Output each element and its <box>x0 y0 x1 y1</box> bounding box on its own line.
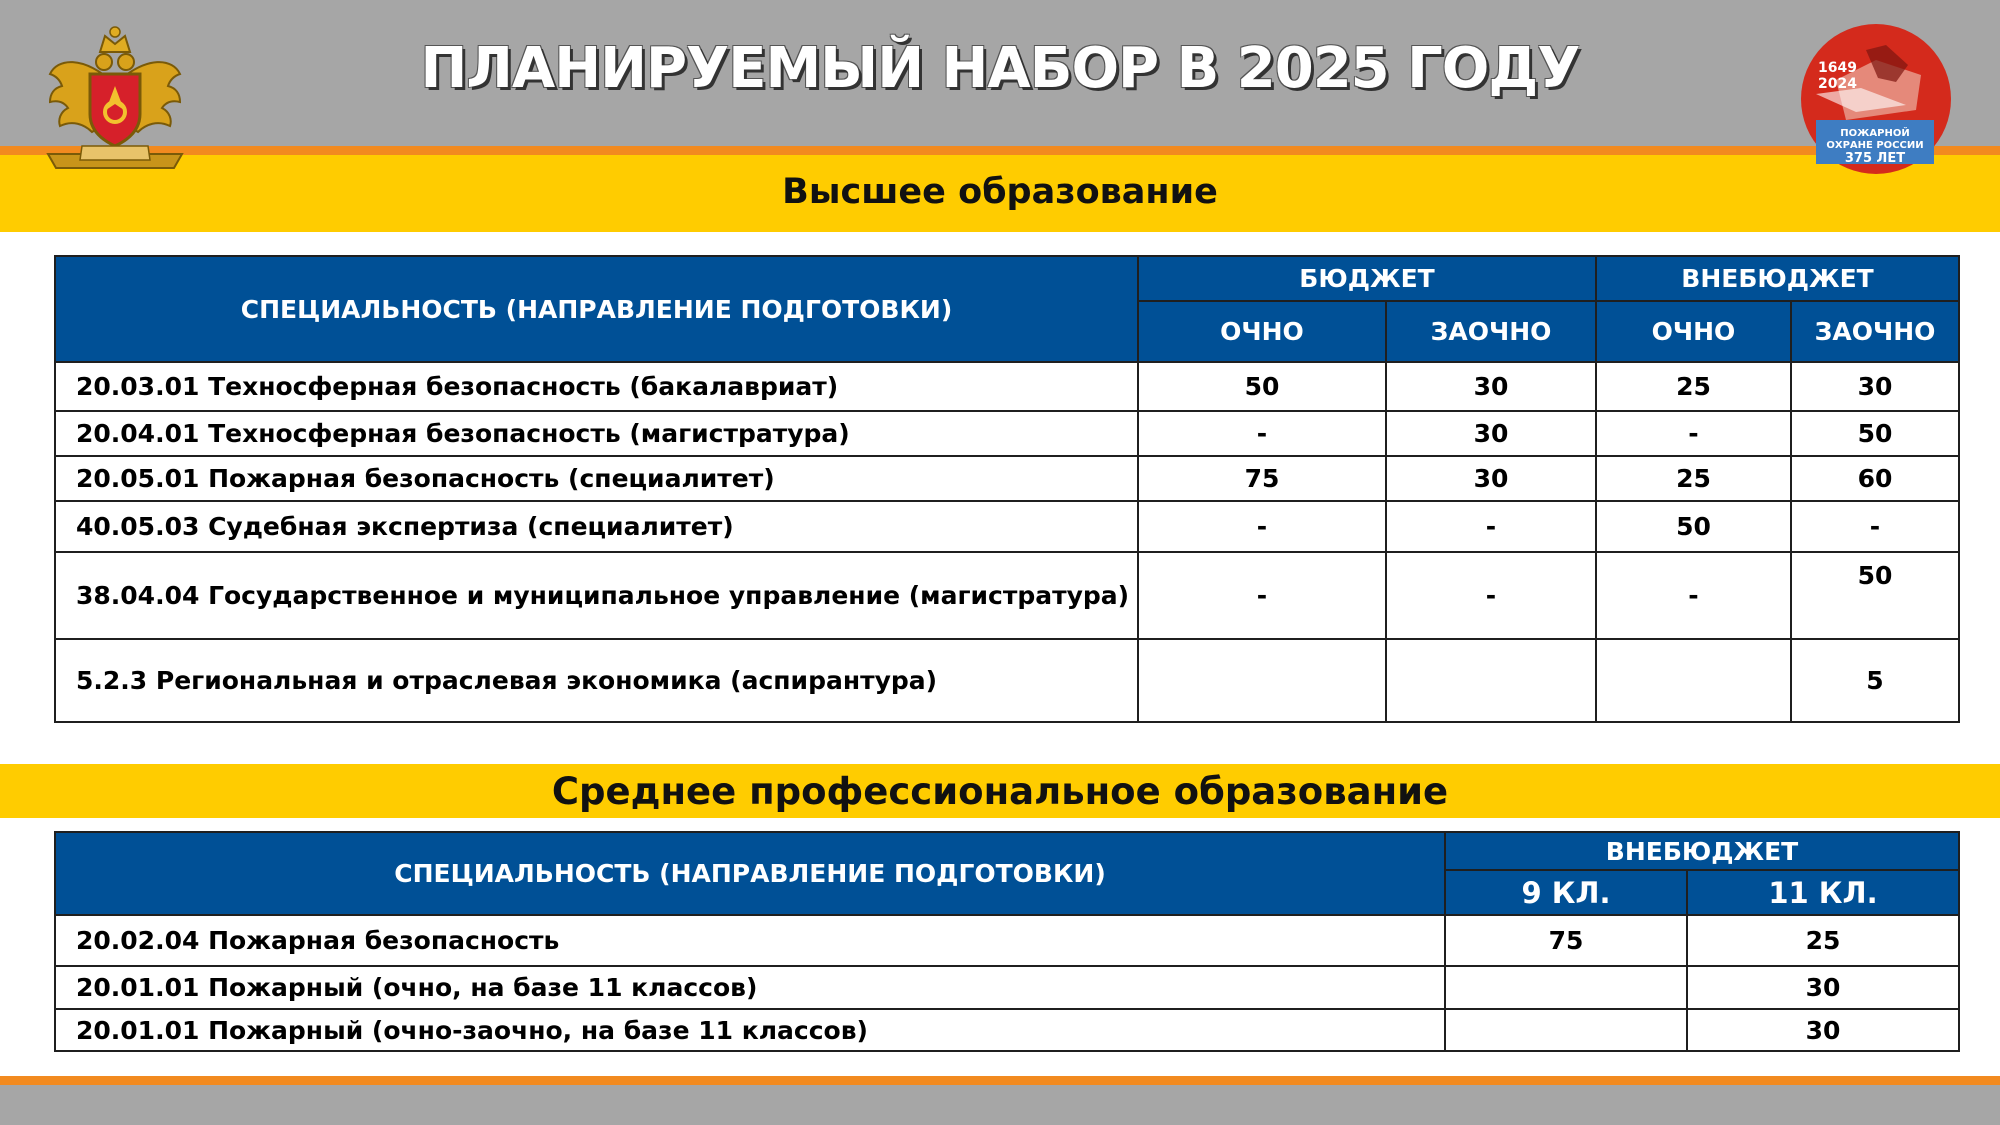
budget-full-value: - <box>1138 411 1386 456</box>
table-row <box>55 915 1959 966</box>
table-row <box>55 966 1959 1009</box>
extra-full-value: 25 <box>1596 362 1791 411</box>
header-grade-9: 9 КЛ. <box>1445 870 1687 915</box>
page-title: ПЛАНИРУЕМЫЙ НАБОР В 2025 ГОДУ <box>420 36 1580 101</box>
budget-part-value: 30 <box>1386 411 1596 456</box>
budget-full-value <box>1138 639 1386 722</box>
budget-full-value: 50 <box>1138 362 1386 411</box>
header-extra-full-time: ОЧНО <box>1596 301 1791 362</box>
grade9-value <box>1445 966 1687 1009</box>
budget-full-value: 75 <box>1138 456 1386 501</box>
specialty-name: 38.04.04 Государственное и муниципальное управление (магистратура) <box>55 552 1138 639</box>
specialty-name: 20.05.01 Пожарная безопасность (специалитет) <box>55 456 1138 501</box>
extra-part-value: 30 <box>1791 362 1959 411</box>
header-specialty: СПЕЦИАЛЬНОСТЬ (НАПРАВЛЕНИЕ ПОДГОТОВКИ) <box>55 256 1138 362</box>
specialty-name: 20.02.04 Пожарная безопасность <box>55 915 1445 966</box>
header-budget-part-time: ЗАОЧНО <box>1386 301 1596 362</box>
extra-full-value: 50 <box>1596 501 1791 552</box>
budget-part-value: - <box>1386 501 1596 552</box>
anniv-line-2: ОХРАНЕ РОССИИ <box>1826 140 1924 151</box>
emercom-emblem-icon <box>42 14 188 180</box>
budget-part-value: - <box>1386 552 1596 639</box>
anniv-line-1: ПОЖАРНОЙ <box>1840 128 1910 139</box>
budget-full-value: - <box>1138 552 1386 639</box>
specialty-name: 40.05.03 Судебная экспертиза (специалитет) <box>55 501 1138 552</box>
header-orange-stripe <box>0 146 2000 155</box>
table-row <box>55 456 1959 501</box>
extra-part-value: 50 <box>1791 411 1959 456</box>
fire-service-375-logo <box>1796 20 1956 178</box>
extra-full-value: 25 <box>1596 456 1791 501</box>
anniv-line-3: 375 ЛЕТ <box>1844 151 1906 166</box>
anniv-year-end: 2024 <box>1818 76 1857 92</box>
header-extra-part-time: ЗАОЧНО <box>1791 301 1959 362</box>
header-specialty: СПЕЦИАЛЬНОСТЬ (НАПРАВЛЕНИЕ ПОДГОТОВКИ) <box>55 832 1445 915</box>
extra-part-value: 60 <box>1791 456 1959 501</box>
grade9-value: 75 <box>1445 915 1687 966</box>
table-row <box>55 411 1959 456</box>
specialty-name: 20.03.01 Техносферная безопасность (бакалавриат) <box>55 362 1138 411</box>
footer-orange-stripe <box>0 1076 2000 1085</box>
grade9-value <box>1445 1009 1687 1051</box>
table-row <box>55 362 1959 411</box>
specialty-name: 20.01.01 Пожарный (очно, на базе 11 классов) <box>55 966 1445 1009</box>
table-row <box>55 552 1959 639</box>
secondary-education-title: Среднее профессиональное образование <box>551 770 1449 813</box>
extra-part-value: - <box>1791 501 1959 552</box>
extra-part-value: 5 <box>1791 639 1959 722</box>
anniv-year-start: 1649 <box>1818 60 1857 76</box>
extra-part-value: 50 <box>1791 552 1959 639</box>
budget-part-value <box>1386 639 1596 722</box>
budget-full-value: - <box>1138 501 1386 552</box>
higher-education-title: Высшее образование <box>782 172 1218 212</box>
header-budget-full-time: ОЧНО <box>1138 301 1386 362</box>
table-row <box>55 1009 1959 1051</box>
specialty-name: 20.04.01 Техносферная безопасность (магистратура) <box>55 411 1138 456</box>
header-extra-budget: ВНЕБЮДЖЕТ <box>1596 256 1959 301</box>
specialty-name: 5.2.3 Региональная и отраслевая экономика (аспирантура) <box>55 639 1138 722</box>
table-row <box>55 501 1959 552</box>
budget-part-value: 30 <box>1386 362 1596 411</box>
grade11-value: 30 <box>1687 1009 1959 1051</box>
grade11-value: 25 <box>1687 915 1959 966</box>
higher-education-table <box>54 255 1960 723</box>
extra-full-value <box>1596 639 1791 722</box>
header-grade-11: 11 КЛ. <box>1687 870 1959 915</box>
secondary-education-table <box>54 831 1960 1052</box>
extra-full-value: - <box>1596 552 1791 639</box>
header-budget: БЮДЖЕТ <box>1138 256 1596 301</box>
grade11-value: 30 <box>1687 966 1959 1009</box>
extra-full-value: - <box>1596 411 1791 456</box>
budget-part-value: 30 <box>1386 456 1596 501</box>
table-row <box>55 639 1959 722</box>
header-extra-budget: ВНЕБЮДЖЕТ <box>1445 832 1959 870</box>
footer-band <box>0 1085 2000 1125</box>
specialty-name: 20.01.01 Пожарный (очно-заочно, на базе 11 классов) <box>55 1009 1445 1051</box>
